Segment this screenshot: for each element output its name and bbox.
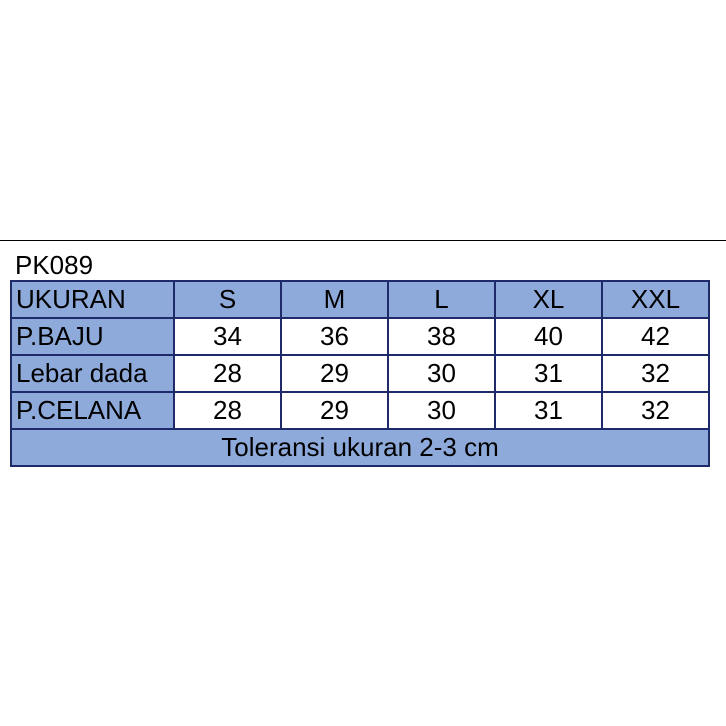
header-cell-l: L (388, 281, 495, 318)
row-label-pcelana: P.CELANA (11, 392, 174, 429)
table-row (11, 318, 709, 355)
table-cell: 31 (495, 392, 602, 429)
table-cell: 30 (388, 392, 495, 429)
table-cell: 38 (388, 318, 495, 355)
table-row (11, 392, 709, 429)
table-cell: 36 (281, 318, 388, 355)
product-code: PK089 (15, 250, 94, 280)
table-cell: 28 (174, 355, 281, 392)
header-cell-m: M (281, 281, 388, 318)
table-cell: 31 (495, 355, 602, 392)
table-cell: 29 (281, 355, 388, 392)
table-cell: 42 (602, 318, 709, 355)
table-row (11, 355, 709, 392)
table-footer-row (11, 429, 709, 466)
header-cell-xl: XL (495, 281, 602, 318)
table-cell: 32 (602, 392, 709, 429)
row-label-pbaju: P.BAJU (11, 318, 174, 355)
table-header-row (11, 281, 709, 318)
table-cell: 28 (174, 392, 281, 429)
header-cell-s: S (174, 281, 281, 318)
size-chart-table (10, 280, 710, 467)
table-cell: 34 (174, 318, 281, 355)
table-cell: 30 (388, 355, 495, 392)
tolerance-note: Toleransi ukuran 2-3 cm (11, 429, 709, 466)
header-cell-ukuran: UKURAN (11, 281, 174, 318)
table-cell: 29 (281, 392, 388, 429)
table-cell: 32 (602, 355, 709, 392)
row-label-lebar-dada: Lebar dada (11, 355, 174, 392)
header-cell-xxl: XXL (602, 281, 709, 318)
horizontal-divider (0, 240, 726, 241)
table-cell: 40 (495, 318, 602, 355)
